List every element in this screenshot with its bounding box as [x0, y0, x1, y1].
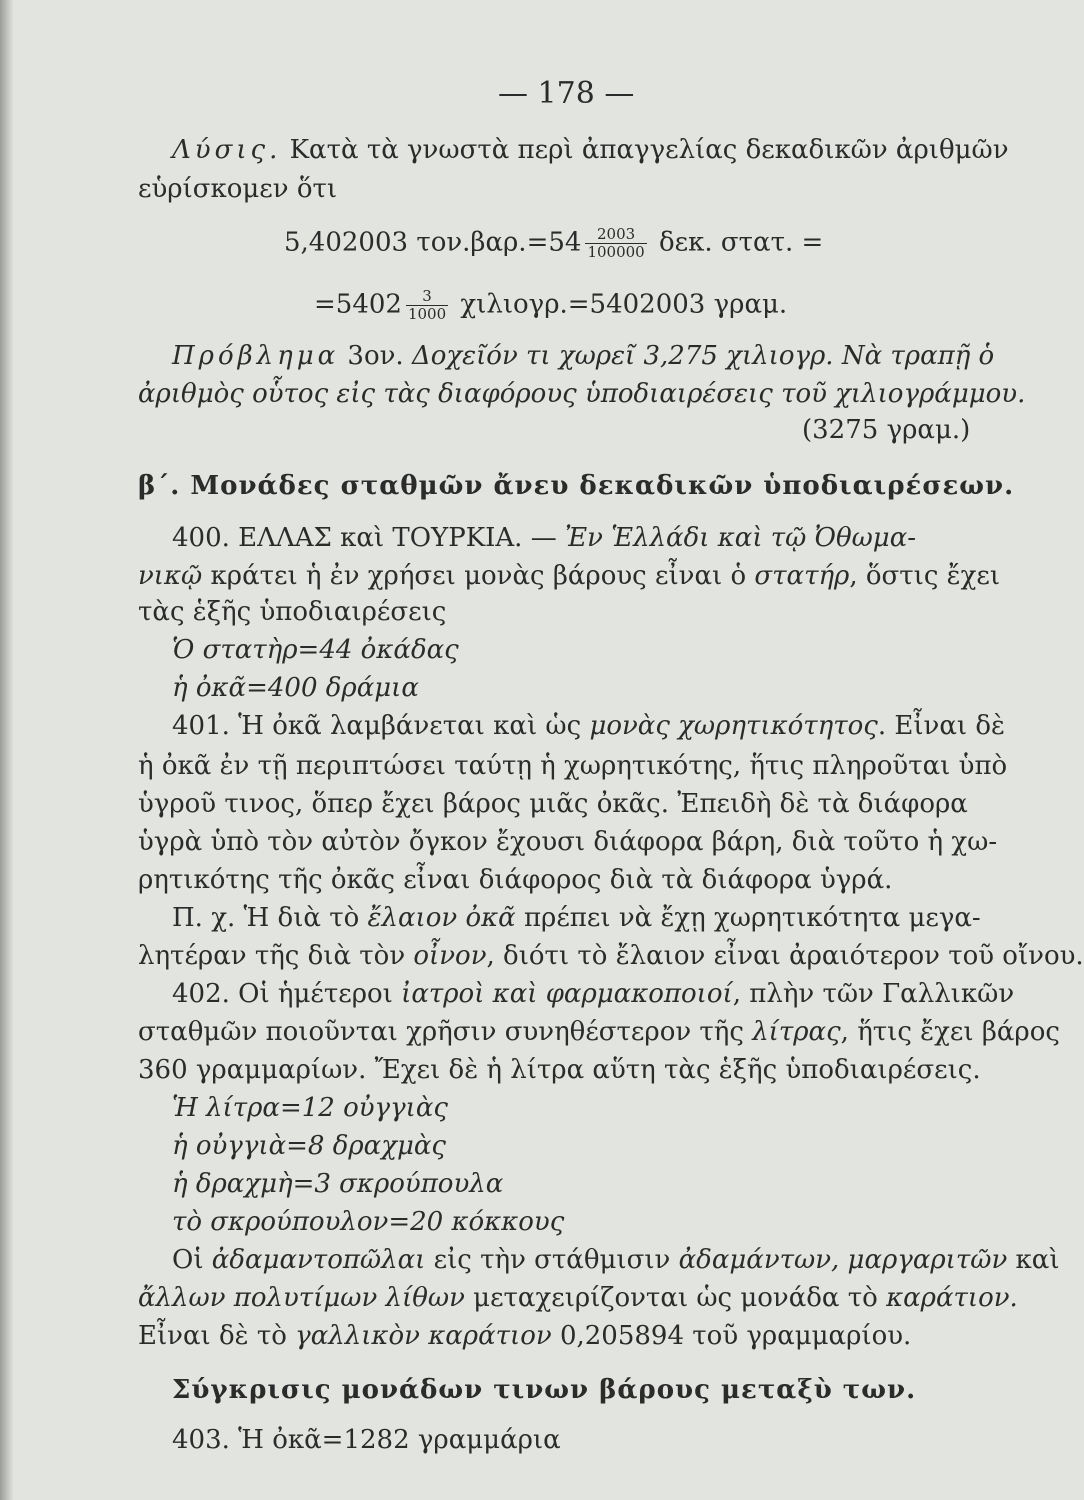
paragraph-line: [172, 710, 1005, 742]
text-segment: στατήρ: [754, 561, 850, 591]
paragraph-line: [138, 560, 1000, 592]
fraction-numerator: 2003: [585, 226, 646, 244]
definition-line: Ὁ στατὴρ=44 ὀκάδας: [172, 635, 459, 665]
text-segment: καὶ: [1007, 1245, 1060, 1275]
text-segment: , ἥτις ἔχει βάρος: [840, 1017, 1060, 1047]
paragraph-line: ἡ ὀκᾶ ἐν τῇ περιπτώσει ταύτῃ ἡ χωρητικότης, ἥτις πληροῦται ὑπὸ: [138, 751, 1008, 781]
text-segment: . Εἶναι δὲ: [877, 711, 1005, 741]
text-segment: σταθμῶν ποιοῦνται χρῆσιν συνηθέστερον τῆς: [138, 1017, 753, 1047]
text-segment: Οἱ: [172, 1245, 212, 1275]
text-segment: 402. Οἱ ἡμέτεροι: [172, 979, 402, 1009]
fraction: [406, 288, 448, 323]
problem-line: ἀριθμὸς οὗτος εἰς τὰς διαφόρους ὑποδιαιρέσεις τοῦ χιλιογράμμου.: [138, 379, 1026, 409]
paragraph-line: [172, 902, 981, 934]
paragraph-line: [138, 1016, 1060, 1048]
equation-right: δεκ. στατ. =: [658, 227, 824, 258]
equation-left: =5402: [314, 289, 402, 320]
paragraph-line: [138, 1320, 911, 1352]
paragraph-line: [172, 1244, 1060, 1276]
text-segment: 401. Ἡ ὀκᾶ λαμβάνεται καὶ ὡς: [172, 711, 590, 741]
section-heading: β΄. Μονάδες σταθμῶν ἄνευ δεκαδικῶν ὑποδιαιρέσεων.: [138, 471, 1015, 501]
equation-right: χιλιογρ.=5402003 γραμ.: [460, 289, 788, 320]
text-segment: πρέπει νὰ ἔχῃ χωρητικότητα μεγα-: [515, 903, 981, 933]
text-segment: , πλὴν τῶν Γαλλικῶν: [732, 979, 1015, 1009]
text-segment: Εἶναι δὲ τὸ: [138, 1321, 296, 1351]
paragraph-line: τὰς ἑξῆς ὑποδιαιρέσεις: [138, 597, 447, 627]
equation-left: 5,402003 τον.βαρ.=54: [284, 227, 582, 258]
paragraph-line: [138, 1282, 1018, 1314]
page-edge-shadow: [0, 0, 14, 1500]
paragraph-line: [172, 978, 1014, 1010]
page-number: — 178 —: [498, 76, 635, 111]
text-line: [172, 134, 1009, 166]
text-segment: ἄλλων πολυτίμων λίθων: [138, 1283, 465, 1313]
text-segment: καράτιον.: [886, 1283, 1018, 1313]
fraction-numerator: 3: [406, 288, 448, 306]
definition-line: Ἡ λίτρα=12 οὐγγιὰς: [172, 1093, 448, 1123]
problem-answer: (3275 γραμ.): [802, 415, 971, 445]
fraction-denominator: 100000: [587, 243, 645, 261]
text-segment: Κατὰ τὰ γνωστὰ περὶ ἀπαγγελίας δεκαδικῶν ἀριθμῶν: [289, 135, 1009, 165]
text-segment: ἰατροὶ καὶ φαρμακοποιοί: [401, 979, 733, 1009]
text-segment: ἀδαμάντων, μαργαριτῶν: [678, 1245, 1008, 1275]
text-segment: ἔλαιον ὀκᾶ: [367, 903, 516, 933]
paragraph-line: ὑγροῦ τινος, ὅπερ ἔχει βάρος μιᾶς ὀκᾶς. Ἐπειδὴ δὲ τὰ διάφορα: [138, 789, 968, 819]
paragraph-line: [138, 940, 1084, 972]
problem-label: Πρόβλημα: [172, 341, 340, 371]
text-segment: 0,205894 τοῦ γραμμαρίου.: [551, 1321, 912, 1351]
text-segment: , ὅστις ἔχει: [849, 561, 1001, 591]
text-line: εὑρίσκομεν ὅτι: [138, 174, 338, 204]
definition-line: ἡ οὐγγιὰ=8 δραχμὰς: [172, 1131, 446, 1161]
text-segment: μεταχειρίζονται ὡς μονάδα τὸ: [464, 1283, 887, 1313]
text-segment: λητέραν τῆς διὰ τὸν: [138, 941, 414, 971]
definition-line: τὸ σκρούπουλον=20 κόκκους: [172, 1207, 565, 1237]
problem-line: [172, 340, 994, 372]
text-segment: 400. ΕΛΛΑΣ καὶ ΤΟΥΡΚΙΑ. —: [172, 523, 565, 553]
text-segment: μονὰς χωρητικότητος: [589, 711, 878, 741]
paragraph-line: ὑγρὰ ὑπὸ τὸν αὐτὸν ὄγκον ἔχουσι διάφορα βάρη, διὰ τοῦτο ἡ χω-: [138, 827, 998, 857]
definition-line: ἡ δραχμὴ=3 σκρούπουλα: [172, 1169, 504, 1199]
text-segment: Π. χ. Ἡ διὰ τὸ: [172, 903, 368, 933]
fraction-denominator: 1000: [407, 305, 447, 323]
problem-text: Δοχεῖόν τι χωρεῖ 3,275 χιλιογρ. Νὰ τραπῇ ὁ: [411, 341, 995, 371]
paragraph-line: ρητικότης τῆς ὀκᾶς εἶναι διάφορος διὰ τὰ διάφορα ὑγρά.: [138, 865, 893, 895]
problem-number: 3ον.: [347, 341, 404, 371]
text-segment: εἰς τὴν στάθμισιν: [425, 1245, 679, 1275]
solution-label: Λύσις.: [172, 135, 282, 165]
text-segment: λίτρας: [752, 1017, 841, 1047]
fraction: [585, 226, 646, 261]
definition-line: ἡ ὀκᾶ=400 δράμια: [172, 673, 419, 703]
text-segment: Ἐν Ἑλλάδι καὶ τῷ Ὀθωμα-: [564, 523, 917, 553]
text-segment: κράτει ἡ ἐν χρήσει μονὰς βάρους εἶναι ὁ: [202, 561, 755, 591]
paragraph-line: 403. Ἡ ὀκᾶ=1282 γραμμάρια: [172, 1425, 561, 1455]
text-segment: ἀδαμαντοπῶλαι: [211, 1245, 426, 1275]
equation-line: [314, 288, 787, 323]
equation-line: [284, 226, 823, 261]
section-heading: Σύγκρισις μονάδων τινων βάρους μεταξὺ των.: [172, 1375, 917, 1405]
text-segment: γαλλικὸν καράτιον: [295, 1321, 552, 1351]
text-segment: οἶνον: [413, 941, 487, 971]
text-segment: νικῷ: [138, 561, 203, 591]
paragraph-line: 360 γραμμαρίων. Ἔχει δὲ ἡ λίτρα αὕτη τὰς ἑξῆς ὑποδιαιρέσεις.: [138, 1055, 981, 1085]
paragraph-line: [172, 522, 916, 554]
text-segment: , διότι τὸ ἔλαιον εἶναι ἀραιότερον τοῦ οἴνου.: [486, 941, 1084, 971]
